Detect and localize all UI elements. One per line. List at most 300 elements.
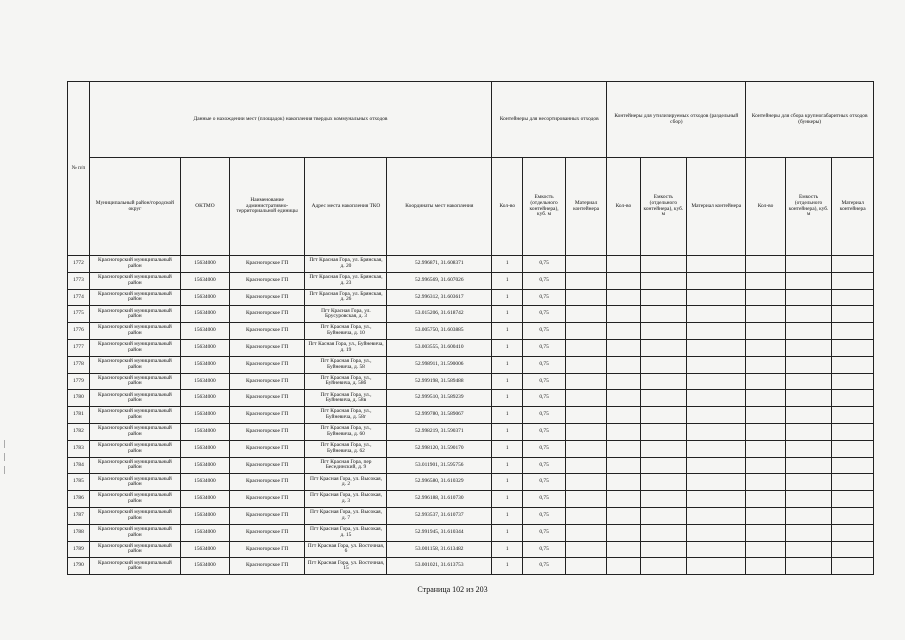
coordinates-cell: 52.996312, 31.603617 — [387, 289, 492, 306]
table-row — [68, 390, 874, 407]
coordinates-cell: 52.993537, 31.610737 — [387, 507, 492, 524]
unsorted-material-cell — [565, 507, 607, 524]
oktmo-cell: 15634000 — [181, 390, 230, 407]
bulky-material-cell — [832, 373, 874, 390]
header-separate-material: Материал контейнера — [687, 158, 746, 256]
bulky-material-cell — [832, 306, 874, 323]
bulky-capacity-cell — [785, 323, 832, 340]
bulky-capacity-cell — [785, 306, 832, 323]
separate-material-cell — [687, 423, 746, 440]
separate-qty-cell — [607, 390, 640, 407]
unsorted-qty-cell: 1 — [492, 306, 523, 323]
admin-unit-cell: Красногорское ГП — [229, 524, 305, 541]
separate-capacity-cell — [640, 491, 687, 508]
separate-material-cell — [687, 407, 746, 424]
bulky-capacity-cell — [785, 289, 832, 306]
bulky-qty-cell — [746, 272, 785, 289]
address-cell: Пгт Красная Гора, ул., Буйневича, д. 62 — [305, 440, 387, 457]
header-bulky-material: Материал контейнера — [832, 158, 874, 256]
address-cell: Пгт Красная Гора, ул. Высокая, д. 2 — [305, 474, 387, 491]
bulky-qty-cell — [746, 289, 785, 306]
coordinates-cell: 53.011901, 31.595756 — [387, 457, 492, 474]
oktmo-cell: 15634000 — [181, 440, 230, 457]
table-row — [68, 507, 874, 524]
header-address: Адрес места накопления ТКО — [305, 158, 387, 256]
header-separate-qty: Кол-во — [607, 158, 640, 256]
row-number: 1780 — [68, 390, 90, 407]
coordinates-cell: 53.005750, 31.603885 — [387, 323, 492, 340]
bulky-qty-cell — [746, 457, 785, 474]
separate-material-cell — [687, 323, 746, 340]
bulky-capacity-cell — [785, 423, 832, 440]
unsorted-qty-cell: 1 — [492, 524, 523, 541]
separate-material-cell — [687, 541, 746, 558]
unsorted-capacity-cell: 0,75 — [523, 524, 566, 541]
coordinates-cell: 52.996569, 31.607026 — [387, 272, 492, 289]
unsorted-material-cell — [565, 541, 607, 558]
unsorted-qty-cell: 1 — [492, 289, 523, 306]
bulky-qty-cell — [746, 356, 785, 373]
separate-capacity-cell — [640, 457, 687, 474]
separate-material-cell — [687, 491, 746, 508]
row-number: 1785 — [68, 474, 90, 491]
bulky-material-cell — [832, 507, 874, 524]
separate-material-cell — [687, 558, 746, 575]
admin-unit-cell: Красногорское ГП — [229, 289, 305, 306]
separate-qty-cell — [607, 491, 640, 508]
header-district: Муниципальный район/городской округ — [89, 158, 180, 256]
separate-qty-cell — [607, 256, 640, 273]
separate-material-cell — [687, 440, 746, 457]
address-cell: Пгт Красная Гора, ул., Буйневича, д. 10 — [305, 323, 387, 340]
unsorted-qty-cell: 1 — [492, 323, 523, 340]
bulky-capacity-cell — [785, 356, 832, 373]
table-body — [68, 256, 874, 575]
separate-capacity-cell — [640, 373, 687, 390]
separate-qty-cell — [607, 407, 640, 424]
oktmo-cell: 15634000 — [181, 339, 230, 356]
unsorted-capacity-cell: 0,75 — [523, 541, 566, 558]
unsorted-qty-cell: 1 — [492, 474, 523, 491]
admin-unit-cell: Красногорское ГП — [229, 440, 305, 457]
separate-capacity-cell — [640, 390, 687, 407]
unsorted-qty-cell: 1 — [492, 440, 523, 457]
separate-qty-cell — [607, 356, 640, 373]
admin-unit-cell: Красногорское ГП — [229, 323, 305, 340]
unsorted-material-cell — [565, 306, 607, 323]
separate-capacity-cell — [640, 339, 687, 356]
oktmo-cell: 15634000 — [181, 256, 230, 273]
address-cell: Пгт Красная Гора, ул., Буйневича, д. 60 — [305, 423, 387, 440]
bulky-capacity-cell — [785, 440, 832, 457]
address-cell: Пгт Красная Гора, ул. Высокая, д. 15 — [305, 524, 387, 541]
table-row — [68, 373, 874, 390]
coordinates-cell: 52.996188, 31.610730 — [387, 491, 492, 508]
bulky-qty-cell — [746, 440, 785, 457]
admin-unit-cell: Красногорское ГП — [229, 541, 305, 558]
separate-capacity-cell — [640, 541, 687, 558]
unsorted-material-cell — [565, 457, 607, 474]
coordinates-cell: 52.999780, 31.589067 — [387, 407, 492, 424]
unsorted-material-cell — [565, 289, 607, 306]
oktmo-cell: 15634000 — [181, 423, 230, 440]
separate-qty-cell — [607, 524, 640, 541]
admin-unit-cell: Красногорское ГП — [229, 272, 305, 289]
district-cell: Красногорский муниципальный район — [89, 524, 180, 541]
coordinates-cell: 52.999510, 31.589239 — [387, 390, 492, 407]
bulky-capacity-cell — [785, 507, 832, 524]
oktmo-cell: 15634000 — [181, 323, 230, 340]
unsorted-qty-cell: 1 — [492, 423, 523, 440]
table-row — [68, 339, 874, 356]
address-cell: Пгт Красная Гора, ул. Брянская, д. 23 — [305, 272, 387, 289]
table-row — [68, 306, 874, 323]
unsorted-material-cell — [565, 407, 607, 424]
separate-capacity-cell — [640, 524, 687, 541]
separate-material-cell — [687, 474, 746, 491]
separate-qty-cell — [607, 373, 640, 390]
unsorted-qty-cell: 1 — [492, 407, 523, 424]
table-row — [68, 558, 874, 575]
unsorted-material-cell — [565, 373, 607, 390]
unsorted-capacity-cell: 0,75 — [523, 339, 566, 356]
bulky-material-cell — [832, 289, 874, 306]
header-group-separate: Контейнеры для утилизируемых отходов (раздельный сбор) — [607, 82, 746, 158]
separate-qty-cell — [607, 457, 640, 474]
unsorted-capacity-cell: 0,75 — [523, 457, 566, 474]
unsorted-material-cell — [565, 558, 607, 575]
district-cell: Красногорский муниципальный район — [89, 390, 180, 407]
coordinates-cell: 53.001158, 31.613482 — [387, 541, 492, 558]
admin-unit-cell: Красногорское ГП — [229, 356, 305, 373]
table-row — [68, 457, 874, 474]
separate-material-cell — [687, 306, 746, 323]
district-cell: Красногорский муниципальный район — [89, 440, 180, 457]
unsorted-capacity-cell: 0,75 — [523, 356, 566, 373]
unsorted-material-cell — [565, 339, 607, 356]
unsorted-qty-cell: 1 — [492, 272, 523, 289]
oktmo-cell: 15634000 — [181, 356, 230, 373]
coordinates-cell: 52.999198, 31.589488 — [387, 373, 492, 390]
oktmo-cell: 15634000 — [181, 407, 230, 424]
bulky-qty-cell — [746, 407, 785, 424]
bulky-qty-cell — [746, 491, 785, 508]
oktmo-cell: 15634000 — [181, 507, 230, 524]
header-oktmo: ОКТМО — [181, 158, 230, 256]
separate-material-cell — [687, 256, 746, 273]
unsorted-material-cell — [565, 524, 607, 541]
bulky-material-cell — [832, 474, 874, 491]
separate-qty-cell — [607, 541, 640, 558]
unsorted-material-cell — [565, 390, 607, 407]
address-cell: Пгт Красная Гора, пер Бесединский, д. 9 — [305, 457, 387, 474]
unsorted-material-cell — [565, 440, 607, 457]
admin-unit-cell: Красногорское ГП — [229, 507, 305, 524]
address-cell: Пгт Красная Гора, ул. Брянская, д. 26 — [305, 289, 387, 306]
table-row — [68, 491, 874, 508]
separate-capacity-cell — [640, 256, 687, 273]
bulky-capacity-cell — [785, 272, 832, 289]
page-number: Страница 102 из 203 — [417, 585, 488, 594]
bulky-capacity-cell — [785, 558, 832, 575]
unsorted-qty-cell: 1 — [492, 390, 523, 407]
district-cell: Красногорский муниципальный район — [89, 558, 180, 575]
header-coordinates: Координаты мест накопления — [387, 158, 492, 256]
district-cell: Красногорский муниципальный район — [89, 306, 180, 323]
row-number: 1788 — [68, 524, 90, 541]
waste-sites-register-table — [67, 81, 874, 575]
bulky-material-cell — [832, 558, 874, 575]
header-group-location: Данные о нахождении мест (площадок) накопления твердых коммунальных отходов — [89, 82, 491, 158]
bulky-qty-cell — [746, 390, 785, 407]
row-number: 1783 — [68, 440, 90, 457]
unsorted-qty-cell: 1 — [492, 541, 523, 558]
bulky-material-cell — [832, 339, 874, 356]
admin-unit-cell: Красногорское ГП — [229, 474, 305, 491]
oktmo-cell: 15634000 — [181, 272, 230, 289]
header-row-number: № п/п — [68, 82, 90, 256]
row-number: 1781 — [68, 407, 90, 424]
bulky-capacity-cell — [785, 256, 832, 273]
row-number: 1779 — [68, 373, 90, 390]
bulky-material-cell — [832, 407, 874, 424]
separate-qty-cell — [607, 306, 640, 323]
coordinates-cell: 52.996580, 31.610329 — [387, 474, 492, 491]
bulky-capacity-cell — [785, 491, 832, 508]
address-cell: Пгт Красная Гора, ул. Брусуровская, д. 3 — [305, 306, 387, 323]
separate-material-cell — [687, 339, 746, 356]
separate-material-cell — [687, 524, 746, 541]
unsorted-qty-cell: 1 — [492, 256, 523, 273]
unsorted-qty-cell: 1 — [492, 356, 523, 373]
row-number: 1776 — [68, 323, 90, 340]
table-row — [68, 272, 874, 289]
unsorted-capacity-cell: 0,75 — [523, 373, 566, 390]
unsorted-capacity-cell: 0,75 — [523, 440, 566, 457]
table-row — [68, 356, 874, 373]
header-unsorted-material: Материал контейнера — [565, 158, 607, 256]
bulky-qty-cell — [746, 373, 785, 390]
admin-unit-cell: Красногорское ГП — [229, 373, 305, 390]
coordinates-cell: 53.001021, 31.613753 — [387, 558, 492, 575]
district-cell: Красногорский муниципальный район — [89, 373, 180, 390]
bulky-qty-cell — [746, 306, 785, 323]
district-cell: Красногорский муниципальный район — [89, 256, 180, 273]
header-separate-capacity: Емкость (отдельного контейнера), куб. м — [640, 158, 687, 256]
bulky-qty-cell — [746, 339, 785, 356]
unsorted-qty-cell: 1 — [492, 339, 523, 356]
address-cell: Пгт Красная Гора, ул. Брянская, д. 20 — [305, 256, 387, 273]
district-cell: Красногорский муниципальный район — [89, 356, 180, 373]
separate-qty-cell — [607, 289, 640, 306]
coordinates-cell: 52.998219, 31.590371 — [387, 423, 492, 440]
bulky-material-cell — [832, 256, 874, 273]
unsorted-capacity-cell: 0,75 — [523, 289, 566, 306]
table-row — [68, 541, 874, 558]
table-row — [68, 423, 874, 440]
separate-capacity-cell — [640, 272, 687, 289]
district-cell: Красногорский муниципальный район — [89, 407, 180, 424]
unsorted-qty-cell: 1 — [492, 558, 523, 575]
bulky-qty-cell — [746, 474, 785, 491]
table-row — [68, 524, 874, 541]
coordinates-cell: 52.996871, 31.608371 — [387, 256, 492, 273]
bulky-material-cell — [832, 524, 874, 541]
table-row — [68, 323, 874, 340]
unsorted-material-cell — [565, 423, 607, 440]
unsorted-capacity-cell: 0,75 — [523, 423, 566, 440]
address-cell: Пгт Красная Гора, ул., Буйневича, д. 58 — [305, 356, 387, 373]
row-number: 1778 — [68, 356, 90, 373]
separate-material-cell — [687, 390, 746, 407]
bulky-qty-cell — [746, 541, 785, 558]
separate-capacity-cell — [640, 558, 687, 575]
row-number: 1784 — [68, 457, 90, 474]
unsorted-capacity-cell: 0,75 — [523, 256, 566, 273]
bulky-material-cell — [832, 356, 874, 373]
address-cell: Пгт Касная Гора, ул., Буйневича, д. 19 — [305, 339, 387, 356]
separate-material-cell — [687, 373, 746, 390]
address-cell: Пгт Красная Гора, ул., Буйневича, д. 58б — [305, 373, 387, 390]
table-row — [68, 407, 874, 424]
row-number: 1786 — [68, 491, 90, 508]
row-number: 1774 — [68, 289, 90, 306]
bulky-capacity-cell — [785, 474, 832, 491]
address-cell: Пгт Красная Гора, ул. Высокая, д. 7 — [305, 507, 387, 524]
admin-unit-cell: Красногорское ГП — [229, 306, 305, 323]
bulky-qty-cell — [746, 423, 785, 440]
separate-capacity-cell — [640, 289, 687, 306]
oktmo-cell: 15634000 — [181, 373, 230, 390]
district-cell: Красногорский муниципальный район — [89, 289, 180, 306]
table-row — [68, 440, 874, 457]
separate-capacity-cell — [640, 423, 687, 440]
coordinates-cell: 53.015206, 31.618742 — [387, 306, 492, 323]
bulky-qty-cell — [746, 558, 785, 575]
separate-qty-cell — [607, 339, 640, 356]
bulky-material-cell — [832, 323, 874, 340]
unsorted-material-cell — [565, 474, 607, 491]
scan-margin-marks — [4, 440, 6, 490]
bulky-capacity-cell — [785, 524, 832, 541]
table-row — [68, 256, 874, 273]
bulky-material-cell — [832, 457, 874, 474]
separate-material-cell — [687, 272, 746, 289]
admin-unit-cell: Красногорское ГП — [229, 339, 305, 356]
address-cell: Пгт Красная Гора, ул. Восточная, 6 — [305, 541, 387, 558]
bulky-material-cell — [832, 491, 874, 508]
bulky-capacity-cell — [785, 407, 832, 424]
separate-capacity-cell — [640, 356, 687, 373]
header-group-unsorted: Контейнеры для несортированных отходов — [492, 82, 607, 158]
oktmo-cell: 15634000 — [181, 524, 230, 541]
unsorted-capacity-cell: 0,75 — [523, 390, 566, 407]
header-unsorted-capacity: Емкость (отдельного контейнера), куб. м — [523, 158, 566, 256]
separate-capacity-cell — [640, 474, 687, 491]
header-unsorted-qty: Кол-во — [492, 158, 523, 256]
row-number: 1772 — [68, 256, 90, 273]
separate-material-cell — [687, 507, 746, 524]
bulky-capacity-cell — [785, 541, 832, 558]
oktmo-cell: 15634000 — [181, 558, 230, 575]
unsorted-material-cell — [565, 323, 607, 340]
separate-qty-cell — [607, 558, 640, 575]
separate-capacity-cell — [640, 306, 687, 323]
admin-unit-cell: Красногорское ГП — [229, 457, 305, 474]
separate-material-cell — [687, 289, 746, 306]
district-cell: Красногорский муниципальный район — [89, 339, 180, 356]
row-number: 1787 — [68, 507, 90, 524]
row-number: 1773 — [68, 272, 90, 289]
row-number: 1777 — [68, 339, 90, 356]
bulky-qty-cell — [746, 323, 785, 340]
separate-material-cell — [687, 457, 746, 474]
bulky-material-cell — [832, 390, 874, 407]
admin-unit-cell: Красногорское ГП — [229, 390, 305, 407]
unsorted-material-cell — [565, 356, 607, 373]
separate-qty-cell — [607, 423, 640, 440]
separate-qty-cell — [607, 440, 640, 457]
bulky-material-cell — [832, 440, 874, 457]
bulky-qty-cell — [746, 256, 785, 273]
unsorted-capacity-cell: 0,75 — [523, 306, 566, 323]
district-cell: Красногорский муниципальный район — [89, 541, 180, 558]
admin-unit-cell: Красногорское ГП — [229, 423, 305, 440]
unsorted-capacity-cell: 0,75 — [523, 474, 566, 491]
coordinates-cell: 52.991945, 31.610344 — [387, 524, 492, 541]
admin-unit-cell: Красногорское ГП — [229, 558, 305, 575]
separate-qty-cell — [607, 323, 640, 340]
header-group-bulky: Контейнеры для сбора крупногабаритных отходов (бункеры) — [746, 82, 874, 158]
coordinates-cell: 52.998120, 31.590170 — [387, 440, 492, 457]
oktmo-cell: 15634000 — [181, 457, 230, 474]
separate-qty-cell — [607, 272, 640, 289]
oktmo-cell: 15634000 — [181, 491, 230, 508]
bulky-material-cell — [832, 541, 874, 558]
admin-unit-cell: Красногорское ГП — [229, 256, 305, 273]
address-cell: Пгт Красная Гора, ул., Буйневича, д. 58г — [305, 407, 387, 424]
separate-qty-cell — [607, 474, 640, 491]
unsorted-material-cell — [565, 272, 607, 289]
separate-material-cell — [687, 356, 746, 373]
row-number: 1775 — [68, 306, 90, 323]
oktmo-cell: 15634000 — [181, 474, 230, 491]
header-admin-unit: Наименование административно-территориальной единицы — [229, 158, 305, 256]
table-row — [68, 474, 874, 491]
unsorted-capacity-cell: 0,75 — [523, 507, 566, 524]
district-cell: Красногорский муниципальный район — [89, 474, 180, 491]
bulky-qty-cell — [746, 524, 785, 541]
separate-qty-cell — [607, 507, 640, 524]
header-bulky-capacity: Емкость (отдельного контейнера), куб. м — [785, 158, 832, 256]
separate-capacity-cell — [640, 440, 687, 457]
bulky-capacity-cell — [785, 390, 832, 407]
unsorted-qty-cell: 1 — [492, 457, 523, 474]
unsorted-capacity-cell: 0,75 — [523, 407, 566, 424]
unsorted-material-cell — [565, 491, 607, 508]
row-number: 1790 — [68, 558, 90, 575]
oktmo-cell: 15634000 — [181, 306, 230, 323]
address-cell: Пгт Красная Гора, ул., Буйневича, д. 58в — [305, 390, 387, 407]
district-cell: Красногорский муниципальный район — [89, 323, 180, 340]
unsorted-capacity-cell: 0,75 — [523, 272, 566, 289]
bulky-capacity-cell — [785, 457, 832, 474]
unsorted-capacity-cell: 0,75 — [523, 491, 566, 508]
admin-unit-cell: Красногорское ГП — [229, 407, 305, 424]
coordinates-cell: 52.998911, 31.590006 — [387, 356, 492, 373]
coordinates-cell: 53.003555, 31.600410 — [387, 339, 492, 356]
unsorted-qty-cell: 1 — [492, 373, 523, 390]
